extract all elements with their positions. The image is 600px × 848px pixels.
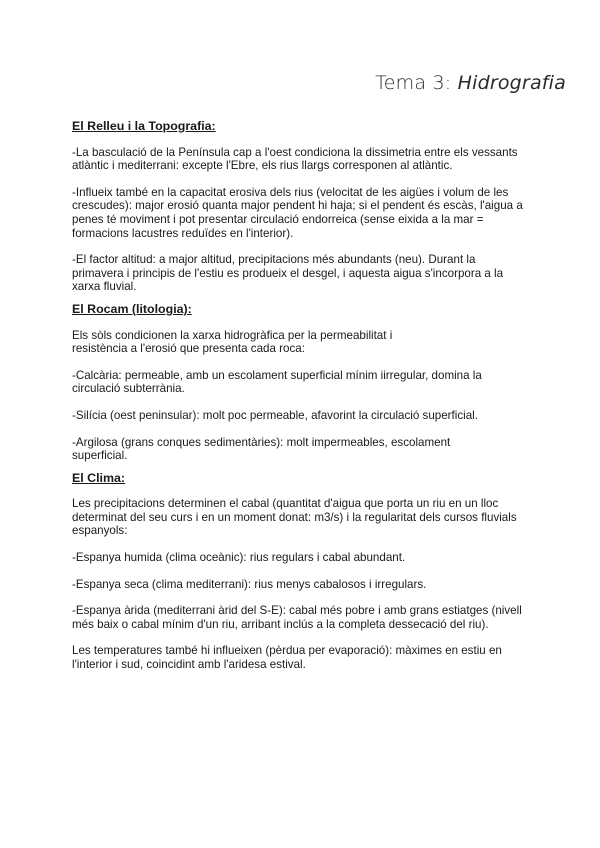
paragraph: Els sòls condicionen la xarxa hidrogràfica per la permeabilitat i resistència a l'erosió que presenta cada roca: xyxy=(72,328,393,356)
paragraph: -Calcària: permeable, amb un escolament superficial mínim iirregular, domina la circulació subterrània. xyxy=(72,368,482,396)
paragraph: -Espanya seca (clima mediterrani): rius menys cabalosos i irregulars. xyxy=(72,577,427,591)
paragraph: -El factor altitud: a major altitud, precipitacions més abundants (neu). Durant la primavera i principis de l'estiu es produeix el desgel, i aquesta aigua s'incorpora a la xarxa fluvial. xyxy=(72,253,504,294)
paragraph: -Silícia (oest peninsular): molt poc permeable, afavorint la circulació superficial. xyxy=(72,408,478,422)
paragraph: -Espanya humida (clima oceànic): rius regulars i cabal abundant. xyxy=(72,551,406,565)
paragraph: -Argilosa (grans conques sedimentàries): molt impermeables, escolament superficial. xyxy=(72,435,451,463)
title-prefix: Tema 3: xyxy=(375,72,458,94)
section-heading: El Clima: xyxy=(72,470,126,485)
title-emphasis: Hidrografia xyxy=(457,72,566,94)
document-body xyxy=(72,120,528,685)
section-relleu xyxy=(72,120,528,294)
page-title xyxy=(0,72,566,94)
paragraph: Les precipitacions determinen el cabal (quantitat d'aigua que porta un riu en un lloc determinat del seu curs i en un moment donat: m3/s) i la regularitat dels cursos fluvials espanyols: xyxy=(72,497,517,538)
paragraph: -La basculació de la Península cap a l'oest condiciona la dissimetria entre els vessants atlàntic i mediterrani: excepte l'Ebre, els rius llargs corresponen al atlàntic. xyxy=(72,145,518,173)
section-heading: El Rocam (litologia): xyxy=(72,301,192,316)
paragraph: -Espanya àrida (mediterrani àrid del S-E): cabal més pobre i amb grans estiatges (nivell més baix o cabal mínim d'un riu, arribant inclús a la completa dessecació del riu). xyxy=(72,604,522,631)
section-heading: El Relleu i la Topografia: xyxy=(72,119,216,133)
paragraph: Les temperatures també hi influeixen (pèrdua per evaporació): màximes en estiu en l'interior i sud, coincidint amb l'aridesa estival. xyxy=(72,644,502,672)
section-rocam xyxy=(72,303,528,463)
section-clima xyxy=(72,472,528,672)
paragraph: -Influeix també en la capacitat erosiva dels rius (velocitat de les aigües i volum de les crescudes): major erosió quanta major pendent hi haja; si el pendent és escàs, l'aigua a penes té moviment i pot presentar circulació endorreica (sense eixida a la mar = formacions lacustres reduïdes en l'interior). xyxy=(72,185,523,240)
